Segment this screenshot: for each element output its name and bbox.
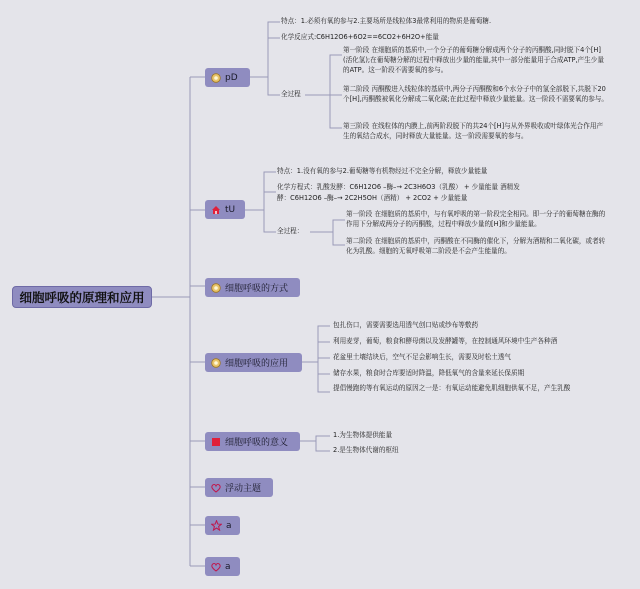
sun-badge-icon	[211, 283, 221, 293]
aerobic-stage-3: 第三阶段 在线粒体的内膜上,前两阶段脱下的共24个[H]与从外界吸收或叶绿体光合作用产生的氧结合成水，同时释放大量能量。这一阶段需要氧的参与。	[343, 122, 604, 141]
anaerobic-stage-1: 第一阶段 在细胞质的基质中，与有氧呼吸的第一阶段完全相同。即一分子的葡萄糖在酶的作用下分解成两分子的丙酮酸，过程中释放少量的[H]和少量能量。	[346, 210, 606, 229]
branch-significance[interactable]	[205, 432, 300, 451]
aerobic-stage-2: 第二阶段 丙酮酸进入线粒体的基质中,两分子丙酮酸和6个水分子中的氢全部脱下,共脱下20个[H],丙酮酸被氧化分解成二氧化碳;在此过程中释放少量能量。这一阶段不需要氧的参与。	[343, 85, 608, 104]
red-square-icon	[211, 437, 221, 447]
branch-application-label: 细胞呼吸的应用	[225, 359, 289, 369]
application-item-2: 利用麦芽，葡萄，粮食和酵母菌以及发酵罐等，在控制通风环境中生产各种酒	[333, 337, 558, 345]
sun-badge-icon	[211, 358, 221, 368]
house-icon	[211, 205, 221, 215]
significance-item-1: 1.为生物体提供能量	[333, 431, 393, 439]
branch-aerobic-label: pD	[225, 72, 238, 83]
star-icon	[211, 520, 222, 531]
branch-anaerobic[interactable]	[205, 200, 245, 219]
branch-modes[interactable]	[205, 278, 300, 297]
branch-significance-label: 细胞呼吸的意义	[225, 438, 289, 448]
aerobic-equation: 化学反应式:C6H12O6+6O2==6CO2+6H2O+能量	[281, 33, 439, 41]
aerobic-process-label: 全过程	[281, 90, 301, 98]
branch-a-heart[interactable]	[205, 557, 240, 576]
anaerobic-stage-2: 第二阶段 在细胞质的基质中，丙酮酸在不同酶的催化下，分解为酒精和二氧化碳，或者转化为乳酸。细胞的无氧呼吸第二阶段是不会产生能量的。	[346, 237, 606, 256]
branch-application[interactable]	[205, 353, 302, 372]
heart-icon	[211, 483, 221, 493]
branch-anaerobic-label: tU	[225, 204, 236, 215]
significance-item-2: 2.是生物体代谢的枢纽	[333, 446, 399, 454]
branch-floating-topic-label: 浮动主题	[225, 484, 262, 494]
branch-a-star-label: a	[226, 520, 232, 531]
anaerobic-process-label: 全过程：	[277, 227, 304, 235]
branch-a-heart-label: a	[225, 561, 231, 572]
branch-aerobic[interactable]	[205, 68, 250, 87]
aerobic-feature: 特点：1.必须有氧的参与2.主要场所是线粒体3最常利用的物质是葡萄糖.	[281, 17, 492, 25]
heart-icon	[211, 562, 221, 572]
aerobic-stage-1: 第一阶段 在细胞质的基质中,一个分子的葡萄糖分解成两个分子的丙酮酸,同时脱下4个[H](活化氢);在葡萄糖分解的过程中释放出少量的能量,其中一部分能量用于合成ATP,产生少量的ATP。这一阶段不需要氧的参与。	[343, 46, 604, 75]
application-item-4: 储存水果，粮食时合库要适时降温，降低氧气的含量来延长保质期	[333, 369, 525, 377]
branch-floating-topic[interactable]	[205, 478, 273, 497]
anaerobic-equation-1: 化学方程式：乳酸发酵：C6H12O6 –酶–→ 2C3H6O3（乳酸） + 少量能量 酒精发	[277, 183, 520, 191]
anaerobic-equation-2: 酵：C6H12O6 –酶–→ 2C2H5OH（酒精） + 2CO2 + 少量能量	[277, 194, 468, 202]
application-item-3: 花盆里土壤结块后，空气不足会影响生长，需要及时松土透气	[333, 353, 512, 361]
branch-a-star[interactable]	[205, 516, 240, 535]
root-topic[interactable]: 细胞呼吸的原理和应用	[12, 286, 152, 308]
anaerobic-feature: 特点：1.没有氧的参与2.葡萄糖等有机物经过不完全分解，释放少量能量	[277, 167, 488, 175]
branch-modes-label: 细胞呼吸的方式	[225, 284, 289, 294]
application-item-5: 提倡慢跑的等有氧运动的原因之一是：有氧运动能避免肌细胞供氧不足，产生乳酸	[333, 384, 571, 392]
sun-badge-icon	[211, 73, 221, 83]
application-item-1: 包扎伤口，需要需要选用透气创口贴或纱布等敷药	[333, 321, 479, 329]
